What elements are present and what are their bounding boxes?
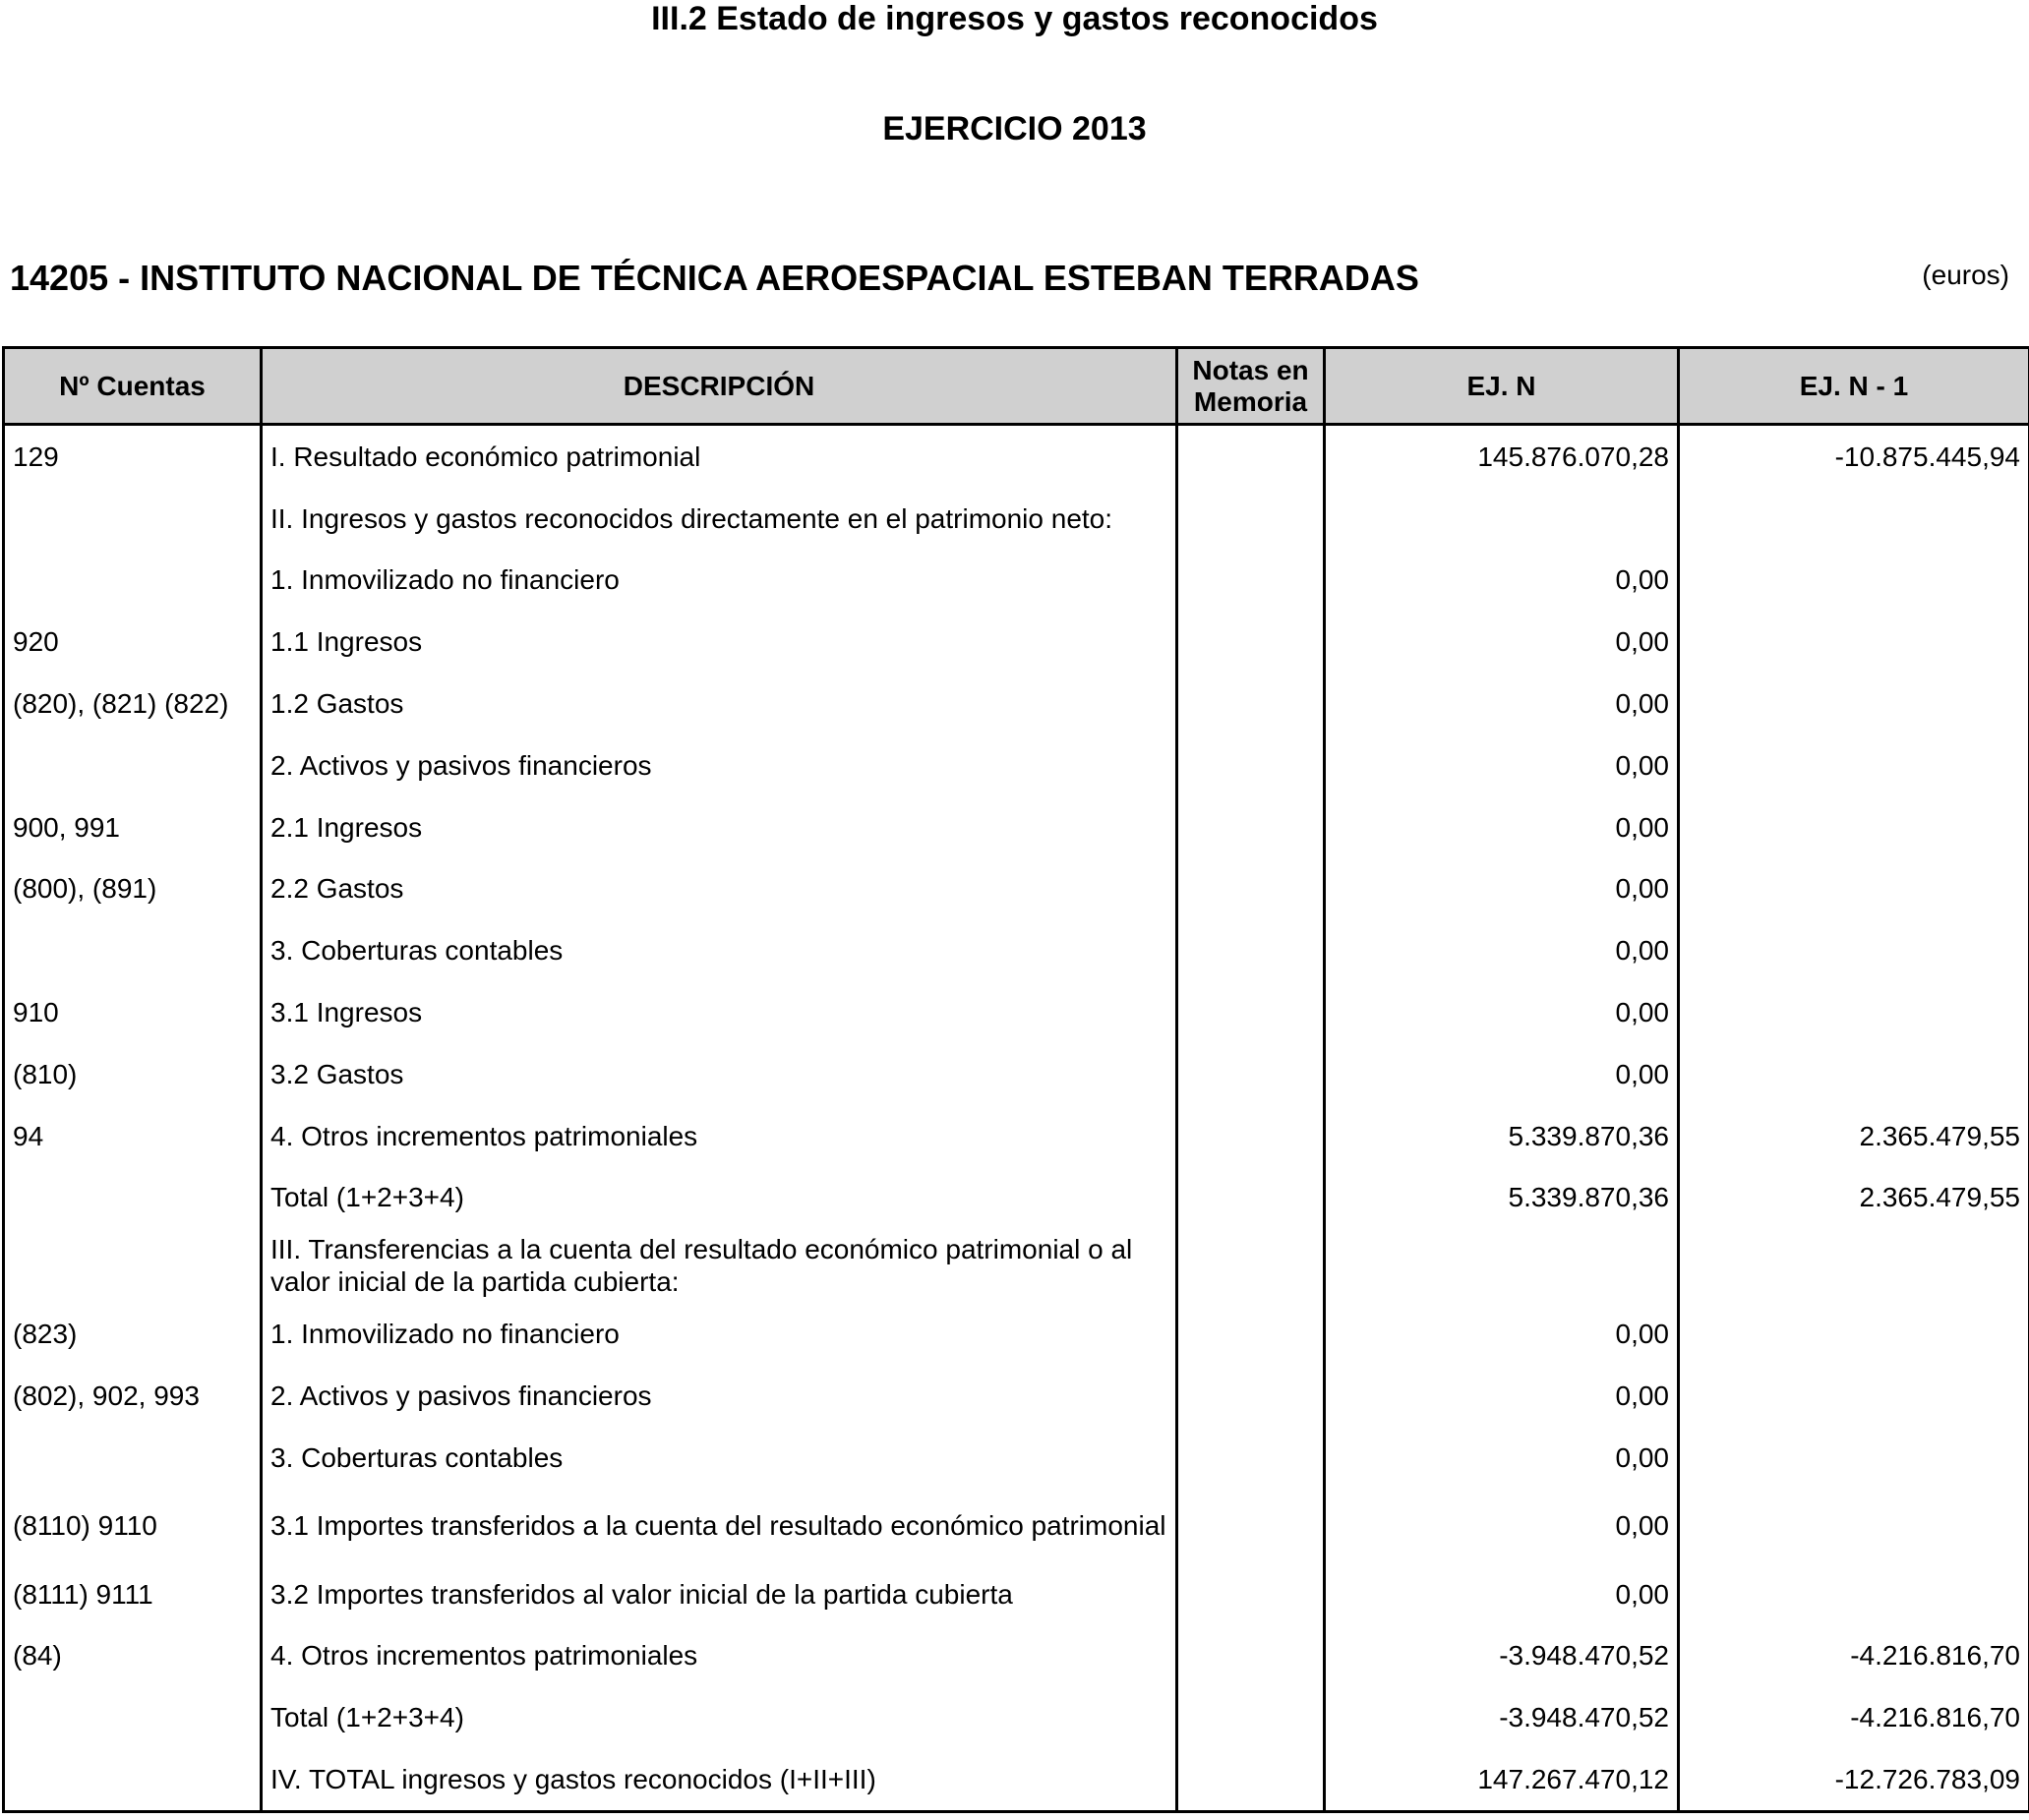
fiscal-year-subtitle: EJERCICIO 2013: [882, 110, 1147, 147]
description-cell: II. Ingresos y gastos reconocidos directamente en el patrimonio neto:: [262, 488, 1177, 550]
table-row: [4, 858, 2029, 920]
amount-prior-year-cell: [1679, 488, 2029, 550]
page-title: III.2 Estado de ingresos y gastos reconocidos: [651, 0, 1378, 37]
table-row: [4, 796, 2029, 858]
amount-prior-year-cell: 2.365.479,55: [1679, 1167, 2029, 1229]
description-cell: 2.1 Ingresos: [262, 796, 1177, 858]
notes-cell: [1177, 734, 1325, 796]
notes-cell: [1177, 1105, 1325, 1167]
amount-current-year-cell: 0,00: [1325, 550, 1679, 612]
amount-prior-year-cell: [1679, 858, 2029, 920]
notes-cell: [1177, 796, 1325, 858]
amount-prior-year-cell: [1679, 1303, 2029, 1365]
amount-current-year-cell: 0,00: [1325, 673, 1679, 734]
amount-prior-year-cell: 2.365.479,55: [1679, 1105, 2029, 1167]
notes-cell: [1177, 1303, 1325, 1365]
amount-prior-year-cell: [1679, 919, 2029, 981]
account-cell: [4, 550, 262, 612]
description-cell: 1.2 Gastos: [262, 673, 1177, 734]
amount-prior-year-cell: -4.216.816,70: [1679, 1625, 2029, 1687]
account-cell: (820), (821) (822): [4, 673, 262, 734]
amount-prior-year-cell: -12.726.783,09: [1679, 1748, 2029, 1811]
account-cell: (800), (891): [4, 858, 262, 920]
table-row: [4, 1228, 2029, 1303]
table-row: [4, 550, 2029, 612]
notes-cell: [1177, 488, 1325, 550]
table-row: [4, 1686, 2029, 1748]
amount-current-year-cell: 0,00: [1325, 1563, 1679, 1625]
account-cell: (802), 902, 993: [4, 1365, 262, 1427]
amount-current-year-cell: 0,00: [1325, 1427, 1679, 1489]
account-cell: 94: [4, 1105, 262, 1167]
notes-cell: [1177, 858, 1325, 920]
account-cell: [4, 734, 262, 796]
notes-cell: [1177, 611, 1325, 673]
table-row: [4, 1748, 2029, 1811]
notes-cell: [1177, 1686, 1325, 1748]
column-header-cuentas: Nº Cuentas: [4, 348, 262, 425]
units-label: (euros): [1922, 260, 2009, 290]
account-cell: [4, 1427, 262, 1489]
description-cell: 3. Coberturas contables: [262, 919, 1177, 981]
amount-prior-year-cell: -10.875.445,94: [1679, 425, 2029, 488]
amount-current-year-cell: 0,00: [1325, 919, 1679, 981]
account-cell: (823): [4, 1303, 262, 1365]
account-cell: 920: [4, 611, 262, 673]
table-header-row: [4, 348, 2029, 425]
description-cell: 3.2 Gastos: [262, 1043, 1177, 1105]
column-header-descripcion: DESCRIPCIÓN: [262, 348, 1177, 425]
notes-cell: [1177, 1228, 1325, 1303]
description-cell: Total (1+2+3+4): [262, 1167, 1177, 1229]
notes-cell: [1177, 1748, 1325, 1811]
table-row: [4, 981, 2029, 1043]
notes-cell: [1177, 1427, 1325, 1489]
table-row: [4, 734, 2029, 796]
amount-current-year-cell: 0,00: [1325, 1365, 1679, 1427]
table-row: [4, 425, 2029, 488]
notes-cell: [1177, 919, 1325, 981]
account-cell: [4, 1228, 262, 1303]
notes-cell: [1177, 1365, 1325, 1427]
description-cell: 2. Activos y pasivos financieros: [262, 1365, 1177, 1427]
account-cell: [4, 919, 262, 981]
column-header-ej-n: EJ. N: [1325, 348, 1679, 425]
account-cell: [4, 1686, 262, 1748]
table-row: [4, 1563, 2029, 1625]
description-cell: 1.1 Ingresos: [262, 611, 1177, 673]
amount-current-year-cell: 0,00: [1325, 611, 1679, 673]
amount-current-year-cell: 145.876.070,28: [1325, 425, 1679, 488]
description-cell: I. Resultado económico patrimonial: [262, 425, 1177, 488]
description-cell: 4. Otros incrementos patrimoniales: [262, 1625, 1177, 1687]
account-cell: (84): [4, 1625, 262, 1687]
amount-prior-year-cell: [1679, 981, 2029, 1043]
table-row: [4, 919, 2029, 981]
description-cell: Total (1+2+3+4): [262, 1686, 1177, 1748]
table-row: [4, 673, 2029, 734]
amount-current-year-cell: -3.948.470,52: [1325, 1625, 1679, 1687]
table-row: [4, 1043, 2029, 1105]
account-cell: [4, 488, 262, 550]
notes-cell: [1177, 1625, 1325, 1687]
amount-current-year-cell: 0,00: [1325, 1043, 1679, 1105]
table-row: [4, 1365, 2029, 1427]
table-row: [4, 1427, 2029, 1489]
account-cell: [4, 1748, 262, 1811]
table-row: [4, 1303, 2029, 1365]
amount-prior-year-cell: [1679, 611, 2029, 673]
amount-current-year-cell: [1325, 1228, 1679, 1303]
amount-prior-year-cell: [1679, 1365, 2029, 1427]
notes-cell: [1177, 1563, 1325, 1625]
table-row: [4, 1167, 2029, 1229]
account-cell: [4, 1167, 262, 1229]
entity-name: 14205 - INSTITUTO NACIONAL DE TÉCNICA AEROESPACIAL ESTEBAN TERRADAS: [10, 258, 1419, 298]
amount-prior-year-cell: [1679, 1489, 2029, 1563]
description-cell: 2.2 Gastos: [262, 858, 1177, 920]
notes-cell: [1177, 1167, 1325, 1229]
amount-prior-year-cell: [1679, 550, 2029, 612]
account-cell: 910: [4, 981, 262, 1043]
account-cell: (8110) 9110: [4, 1489, 262, 1563]
column-header-ej-n1: EJ. N - 1: [1679, 348, 2029, 425]
description-cell: 3.1 Importes transferidos a la cuenta del resultado económico patrimonial: [262, 1489, 1177, 1563]
account-cell: 129: [4, 425, 262, 488]
amount-current-year-cell: 0,00: [1325, 1489, 1679, 1563]
notes-cell: [1177, 673, 1325, 734]
table-row: [4, 1489, 2029, 1563]
notes-cell: [1177, 425, 1325, 488]
description-cell: 3.1 Ingresos: [262, 981, 1177, 1043]
amount-current-year-cell: 0,00: [1325, 858, 1679, 920]
amount-current-year-cell: 0,00: [1325, 734, 1679, 796]
description-cell: IV. TOTAL ingresos y gastos reconocidos (I+II+III): [262, 1748, 1177, 1811]
amount-current-year-cell: 147.267.470,12: [1325, 1748, 1679, 1811]
amount-prior-year-cell: [1679, 1228, 2029, 1303]
amount-current-year-cell: -3.948.470,52: [1325, 1686, 1679, 1748]
amount-prior-year-cell: -4.216.816,70: [1679, 1686, 2029, 1748]
account-cell: (810): [4, 1043, 262, 1105]
amount-current-year-cell: 5.339.870,36: [1325, 1167, 1679, 1229]
notes-cell: [1177, 981, 1325, 1043]
table-row: [4, 1105, 2029, 1167]
amount-prior-year-cell: [1679, 796, 2029, 858]
description-cell: 4. Otros incrementos patrimoniales: [262, 1105, 1177, 1167]
amount-current-year-cell: 0,00: [1325, 981, 1679, 1043]
account-cell: (8111) 9111: [4, 1563, 262, 1625]
amount-prior-year-cell: [1679, 1563, 2029, 1625]
description-cell: 2. Activos y pasivos financieros: [262, 734, 1177, 796]
account-cell: 900, 991: [4, 796, 262, 858]
notes-cell: [1177, 1489, 1325, 1563]
statement-table: [2, 346, 2029, 1813]
description-cell: 1. Inmovilizado no financiero: [262, 550, 1177, 612]
amount-prior-year-cell: [1679, 734, 2029, 796]
description-cell: 3. Coberturas contables: [262, 1427, 1177, 1489]
description-cell: III. Transferencias a la cuenta del resultado económico patrimonial o al valor inicial de la partida cubierta:: [262, 1228, 1177, 1303]
description-cell: 3.2 Importes transferidos al valor inicial de la partida cubierta: [262, 1563, 1177, 1625]
amount-current-year-cell: 0,00: [1325, 1303, 1679, 1365]
table-row: [4, 611, 2029, 673]
notes-cell: [1177, 550, 1325, 612]
amount-current-year-cell: 5.339.870,36: [1325, 1105, 1679, 1167]
amount-current-year-cell: 0,00: [1325, 796, 1679, 858]
table-row: [4, 488, 2029, 550]
notes-cell: [1177, 1043, 1325, 1105]
table-body: [4, 425, 2029, 1812]
amount-prior-year-cell: [1679, 1043, 2029, 1105]
description-cell: 1. Inmovilizado no financiero: [262, 1303, 1177, 1365]
column-header-notas: Notas en Memoria: [1177, 348, 1325, 425]
amount-prior-year-cell: [1679, 1427, 2029, 1489]
amount-current-year-cell: [1325, 488, 1679, 550]
table-row: [4, 1625, 2029, 1687]
amount-prior-year-cell: [1679, 673, 2029, 734]
